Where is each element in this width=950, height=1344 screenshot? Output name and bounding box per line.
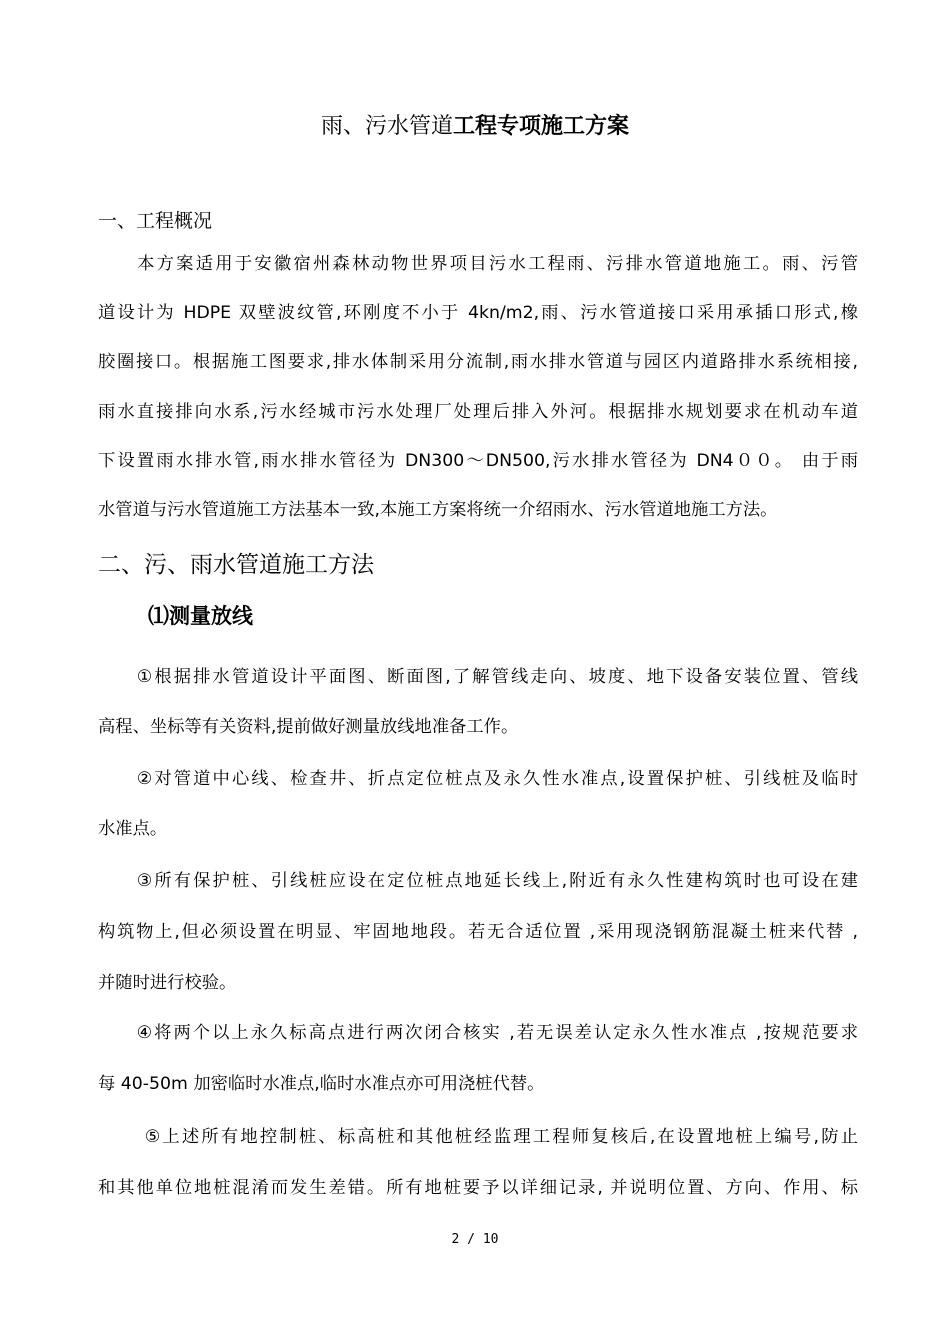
title-regular-part: 雨、污水管道	[320, 114, 453, 139]
paragraph-line: 下设置雨水排水管,雨水排水管径为 DN300～DN500,污水排水管径为 DN4００。 由于雨	[98, 451, 858, 471]
paragraph-line: 胶圈接口。根据施工图要求,排水体制采用分流制,雨水排水管道与园区内道路排水系统相接,	[98, 352, 858, 372]
paragraph-line: 并随时进行校验。	[98, 973, 237, 993]
paragraph-line: 构筑物上,但必须设置在明显、牢固地地段。若无合适位置 ,采用现浇钢筋混凝土桩来代替 ,	[98, 922, 858, 942]
paragraph-line: 高程、坐标等有关资料,提前做好测量放线地准备工作。	[98, 717, 519, 737]
paragraph-line: ④将两个以上永久标高点进行两次闭合核实 ,若无误差认定永久性水准点 ,按规范要求	[98, 1023, 858, 1043]
paragraph-line: ①根据排水管道设计平面图、断面图,了解管线走向、坡度、地下设备安装位置、管线	[98, 667, 858, 687]
section2-subheading: ⑴测量放线	[148, 604, 253, 628]
paragraph-line: 和其他单位地桩混淆而发生差错。所有地桩要予以详细记录, 并说明位置、方向、作用、标	[98, 1178, 858, 1198]
document-title	[0, 112, 950, 142]
section2-heading: 二、污、雨水管道施工方法	[98, 552, 374, 578]
paragraph-line: 道设计为 HDPE 双壁波纹管,环刚度不小于 4kn/m2,雨、污水管道接口采用承插口形式,橡	[98, 303, 858, 323]
page-indicator: 2 / 10	[451, 1232, 499, 1247]
paragraph-line: 本方案适用于安徽宿州森林动物世界项目污水工程雨、污排水管道地施工。雨、污管	[98, 254, 858, 274]
paragraph-line: ⑤上述所有地控制桩、标高桩和其他桩经监理工程师复核后,在设置地桩上编号,防止	[98, 1127, 858, 1147]
title-bold-part: 工程专项施工方案	[453, 114, 630, 139]
section1-heading: 一、工程概况	[98, 210, 213, 232]
paragraph-line: 每 40-50m 加密临时水准点,临时水准点亦可用浇桩代替。	[98, 1074, 545, 1094]
paragraph-line: ③所有保护桩、引线桩应设在定位桩点地延长线上,附近有永久性建构筑时也可设在建	[98, 871, 858, 891]
paragraph-line: 雨水直接排向水系,污水经城市污水处理厂处理后排入外河。根据排水规划要求在机动车道	[98, 402, 858, 422]
paragraph-line: 水准点。	[98, 819, 168, 839]
paragraph-line: ②对管道中心线、检查井、折点定位桩点及永久性水准点,设置保护桩、引线桩及临时	[98, 769, 858, 789]
paragraph-line: 水管道与污水管道施工方法基本一致,本施工方案将统一介绍雨水、污水管道地施工方法。	[98, 500, 778, 520]
